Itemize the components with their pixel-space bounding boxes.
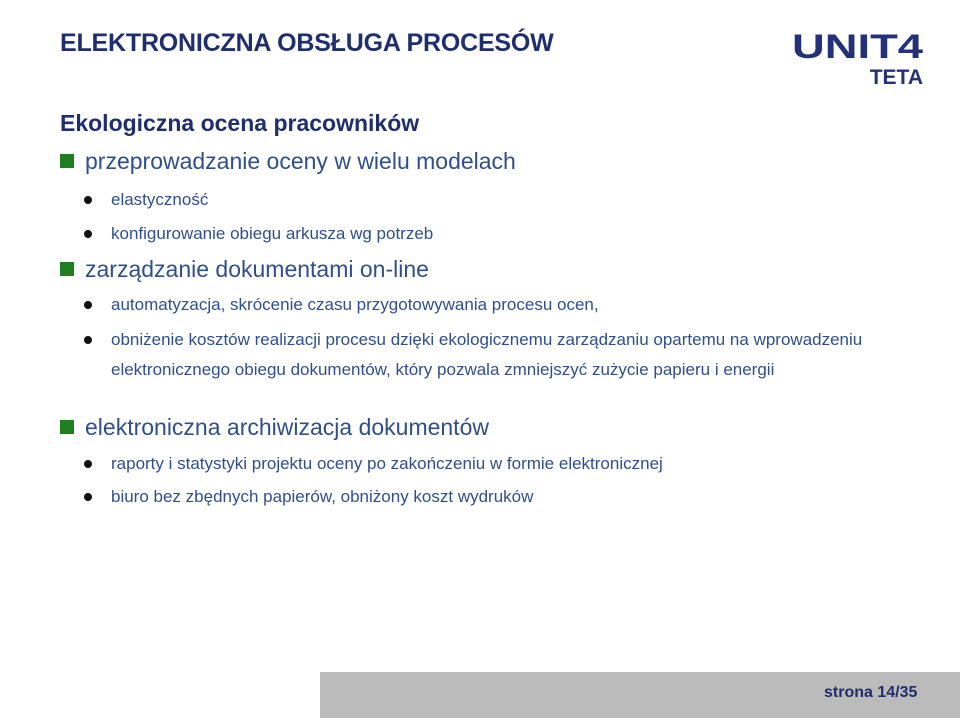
round-bullet-icon (84, 460, 92, 468)
square-bullet-icon (60, 420, 74, 434)
list-item-level2 (82, 325, 942, 385)
list-item-level2 (82, 482, 942, 512)
page-number: strona 14/35 (824, 684, 918, 701)
round-bullet-icon (84, 230, 92, 238)
list-item-label: zarządzanie dokumentami on-line (85, 256, 429, 282)
list-item-text: konfigurowanie obiegu arkusza wg potrzeb (111, 224, 434, 243)
list-item-label: przeprowadzanie oceny w wielu modelach (85, 148, 516, 174)
list-item-level2 (82, 290, 942, 320)
square-bullet-icon (60, 154, 74, 168)
list-item-level2 (82, 449, 942, 479)
slide-title: ELEKTRONICZNA OBSŁUGA PROCESÓW (60, 29, 554, 57)
list-item-text: raporty i statystyki projektu oceny po zakończeniu w formie elektronicznej (111, 454, 663, 473)
logo-product-text: TETA (869, 66, 923, 88)
section-heading: Ekologiczna ocena pracowników (60, 110, 420, 136)
list-item-text: elastyczność (111, 190, 209, 209)
list-item-text: automatyzacja, skrócenie czasu przygotowywania procesu ocen, (111, 295, 599, 314)
square-bullet-icon (60, 262, 74, 276)
round-bullet-icon (84, 336, 92, 344)
list-item-text: obniżenie kosztów realizacji procesu dzięki ekologicznemu zarządzaniu opartemu na wprowadzeniu elektronicznego obiegu dokumentów, który pozwala zmniejszyć zużycie papieru i energii (111, 330, 863, 379)
list-item-level2 (82, 185, 942, 215)
round-bullet-icon (84, 493, 92, 501)
list-item-text: biuro bez zbędnych papierów, obniżony koszt wydruków (111, 487, 534, 506)
unit4-teta-logo (791, 30, 926, 88)
round-bullet-icon (84, 196, 92, 204)
logo-brand-text: UNIT4 (792, 30, 924, 66)
list-item-label: elektroniczna archiwizacja dokumentów (85, 414, 489, 440)
list-item-level2 (82, 219, 942, 249)
round-bullet-icon (84, 301, 92, 309)
